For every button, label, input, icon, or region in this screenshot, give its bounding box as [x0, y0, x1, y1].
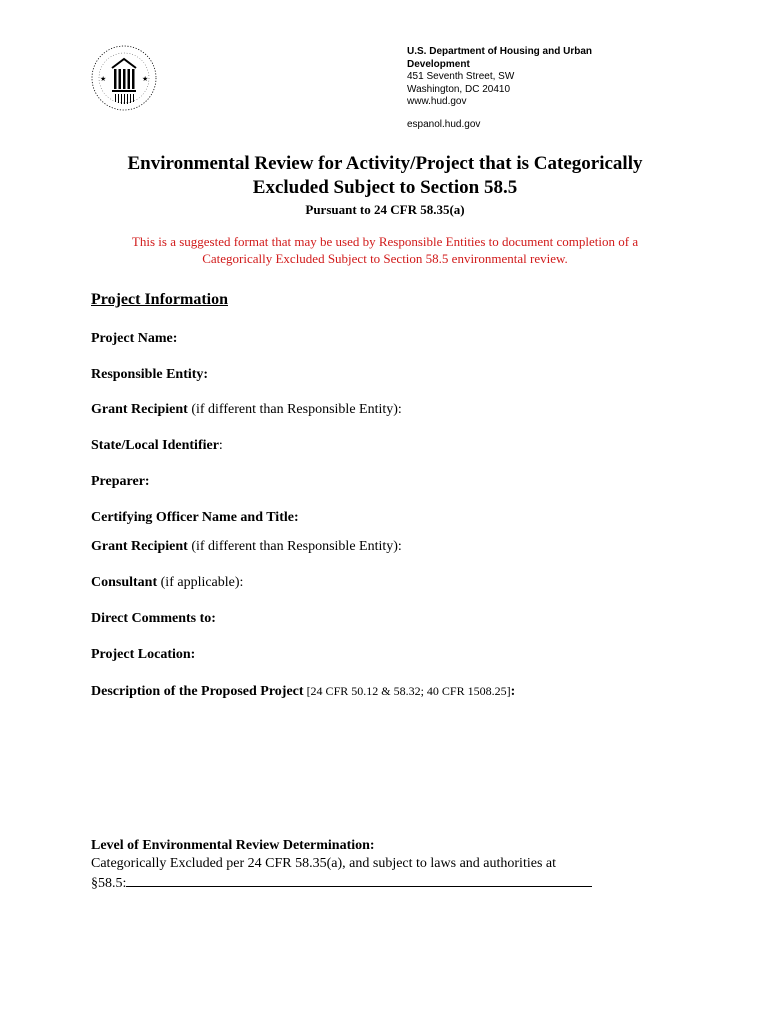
svg-text:★: ★: [100, 75, 107, 83]
grant-recipient-note-2: (if different than Responsible Entity):: [187, 539, 402, 554]
responsible-entity-field: [91, 366, 208, 384]
grant-recipient-note: (if different than Responsible Entity):: [187, 402, 402, 417]
project-description-cfr: [24 CFR 50.12 & 58.32; 40 CFR 1508.25]: [303, 684, 511, 698]
consultant-field: [91, 574, 243, 592]
project-information-heading: Project Information: [91, 291, 228, 308]
state-local-identifier-field: [91, 437, 223, 455]
level-of-review-block: [91, 837, 651, 893]
project-description-colon: :: [510, 684, 516, 699]
svg-text:★: ★: [142, 75, 149, 83]
suggested-format-note: [100, 233, 670, 267]
laws-authorities-blank-line[interactable]: [126, 873, 592, 887]
direct-comments-label: Direct Comments to:: [91, 611, 216, 626]
level-of-review-line-1: Categorically Excluded per 24 CFR 58.35(a), and subject to laws and authorities at: [91, 856, 556, 871]
project-location-label: Project Location:: [91, 647, 196, 662]
project-location-field: [91, 646, 195, 664]
certifying-officer-label: Certifying Officer Name and Title:: [91, 510, 299, 525]
direct-comments-field: [91, 610, 216, 628]
title-line-1: Environmental Review for Activity/Project that is Categorically: [127, 153, 643, 174]
level-of-review-line-2: §58.5:: [91, 876, 127, 891]
website-link[interactable]: www.hud.gov: [407, 96, 467, 107]
preparer-label: Preparer:: [91, 474, 150, 489]
department-name: U.S. Department of Housing and Urban Development: [407, 46, 593, 70]
responsible-entity-label: Responsible Entity:: [91, 367, 209, 382]
grant-recipient-field-2: [91, 538, 402, 556]
project-description-field: [91, 682, 515, 701]
level-of-review-line-2-wrap: [91, 873, 651, 893]
city-address: Washington, DC 20410: [407, 83, 511, 95]
hud-seal-logo: [90, 44, 158, 112]
preparer-field: [91, 473, 150, 491]
note-line-1: This is a suggested format that may be used by Responsible Entities to document completion of a: [131, 234, 639, 249]
street-address: 451 Seventh Street, SW: [407, 71, 515, 82]
project-name-label: Project Name:: [91, 331, 178, 346]
state-local-colon: :: [218, 438, 223, 453]
certifying-officer-field: [91, 509, 299, 527]
project-description-label: Description of the Proposed Project: [91, 684, 304, 699]
grant-recipient-label-2: Grant Recipient: [91, 539, 188, 554]
pursuant-subtitle: Pursuant to 24 CFR 58.35(a): [305, 202, 465, 217]
consultant-label: Consultant: [91, 575, 158, 590]
grant-recipient-label: Grant Recipient: [91, 402, 188, 417]
level-of-review-heading: Level of Environmental Review Determination:: [91, 838, 375, 853]
note-line-2: Categorically Excluded Subject to Section 58.5 environmental review.: [202, 251, 568, 266]
grant-recipient-field: [91, 401, 402, 419]
state-local-identifier-label: State/Local Identifier: [91, 438, 219, 453]
spanish-website-link[interactable]: espanol.hud.gov: [407, 118, 481, 130]
title-line-2: Excluded Subject to Section 58.5: [252, 177, 518, 198]
consultant-note: (if applicable):: [157, 575, 244, 590]
project-name-field: [91, 330, 177, 348]
document-title: [60, 152, 710, 200]
letterhead-address: [407, 46, 647, 131]
